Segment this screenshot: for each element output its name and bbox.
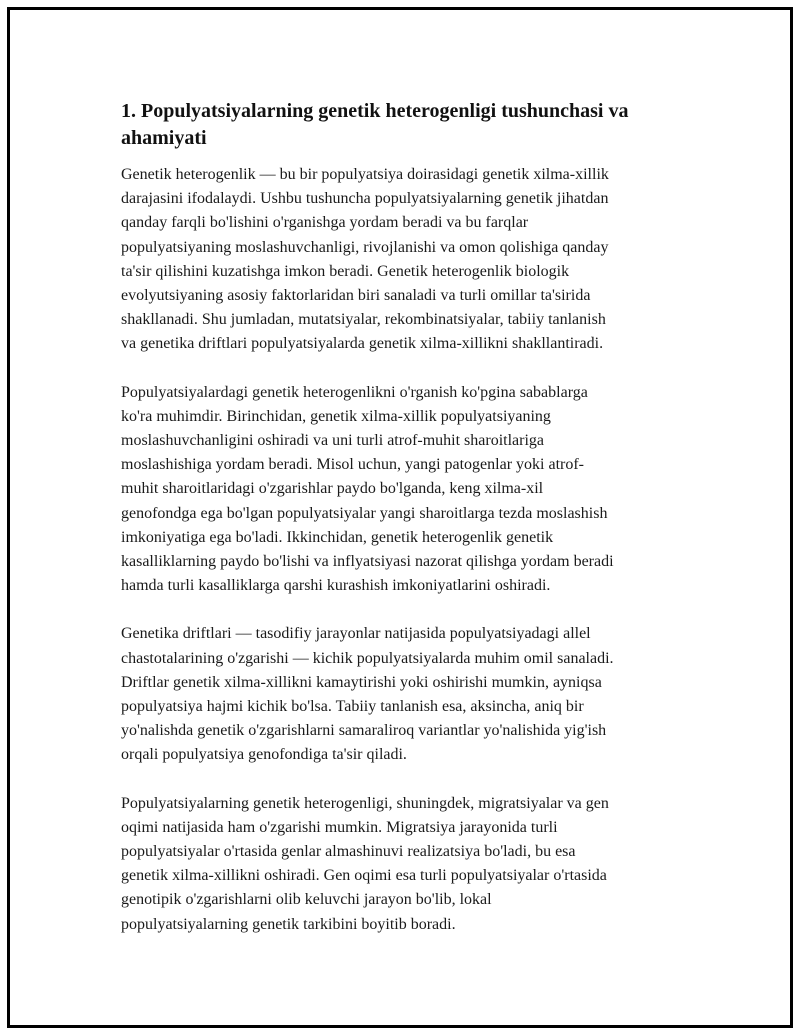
- paragraph-4: Populyatsiyalarning genetik heterogenligi, shuningdek, migratsiyalar va gen oqimi natijasida ham o'zgarishi mumkin. Migratsiya jarayonida turli populyatsiyalar o'rtasida genlar almashinuvi realizatsiya bo'ladi, bu esa genetik xilma-xillikni oshiradi. Gen oqimi esa turli populyatsiyalar o'rtasida genotipik o'zgarishlarni olib keluvchi jarayon bo'lib, lokal populyatsiyalarning genetik tarkibini boyitib boradi.: [121, 794, 609, 933]
- paragraph-2: Populyatsiyalardagi genetik heterogenlikni o'rganish ko'pgina sabablarga ko'ra muhimdir. Birinchidan, genetik xilma-xillik populyatsiyaning moslashuvchanligini oshiradi va uni turli atrof-muhit sharoitlariga moslashishiga yordam beradi. Misol uchun, yangi patogenlar yoki atrof- muhit sharoitlaridagi o'zgarishlar paydo bo'lganda, keng xilma-xil genofondga ega bo'lgan populyatsiyalar yangi sharoitlarga tezda moslashish imkoniyatiga ega bo'ladi. Ikkinchidan, genetik heterogenlik genetik kasalliklarning paydo bo'lishi va inflyatsiyasi nazorat qilishga yordam beradi hamda turli kasalliklarga qarshi kurashish imkoniyatlarini oshiradi.: [121, 383, 614, 595]
- section-heading: 1. Populyatsiyalarning genetik heterogenligi tushunchasi va ahamiyati: [121, 100, 629, 149]
- paragraph-1: Genetik heterogenlik — bu bir populyatsiya doirasidagi genetik xilma-xillik darajasini ifodalaydi. Ushbu tushuncha populyatsiyalarning genetik jihatdan qanday farqli bo'lishini o'rganishga yordam beradi va bu farqlar populyatsiyaning moslashuvchanligi, rivojlanishi va omon qolishiga qanday ta'sir qilishini kuzatishga imkon beradi. Genetik heterogenlik biologik evolyutsiyaning asosiy faktorlaridan biri sanaladi va turli omillar ta'sirida shakllanadi. Shu jumladan, mutatsiyalar, rekombinatsiyalar, tabiiy tanlanish va genetika driftlari populyatsiyalarda genetik xilma-xillikni shakllantiradi.: [121, 166, 609, 353]
- paragraph-3: Genetika driftlari — tasodifiy jarayonlar natijasida populyatsiyadagi allel chastotalarining o'zgarishi — kichik populyatsiyalarda muhim omil sanaladi. Driftlar genetik xilma-xillikni kamaytirishi yoki oshirishi mumkin, ayniqsa populyatsiya hajmi kichik bo'lsa. Tabiiy tanlanish esa, aksincha, aniq bir yo'nalishda genetik o'zgarishlarni samaraliroq variantlar yo'nalishida yig'ish orqali populyatsiya genofondiga ta'sir qiladi.: [121, 625, 614, 764]
- document-body: [121, 98, 696, 961]
- page-frame: [7, 7, 793, 1028]
